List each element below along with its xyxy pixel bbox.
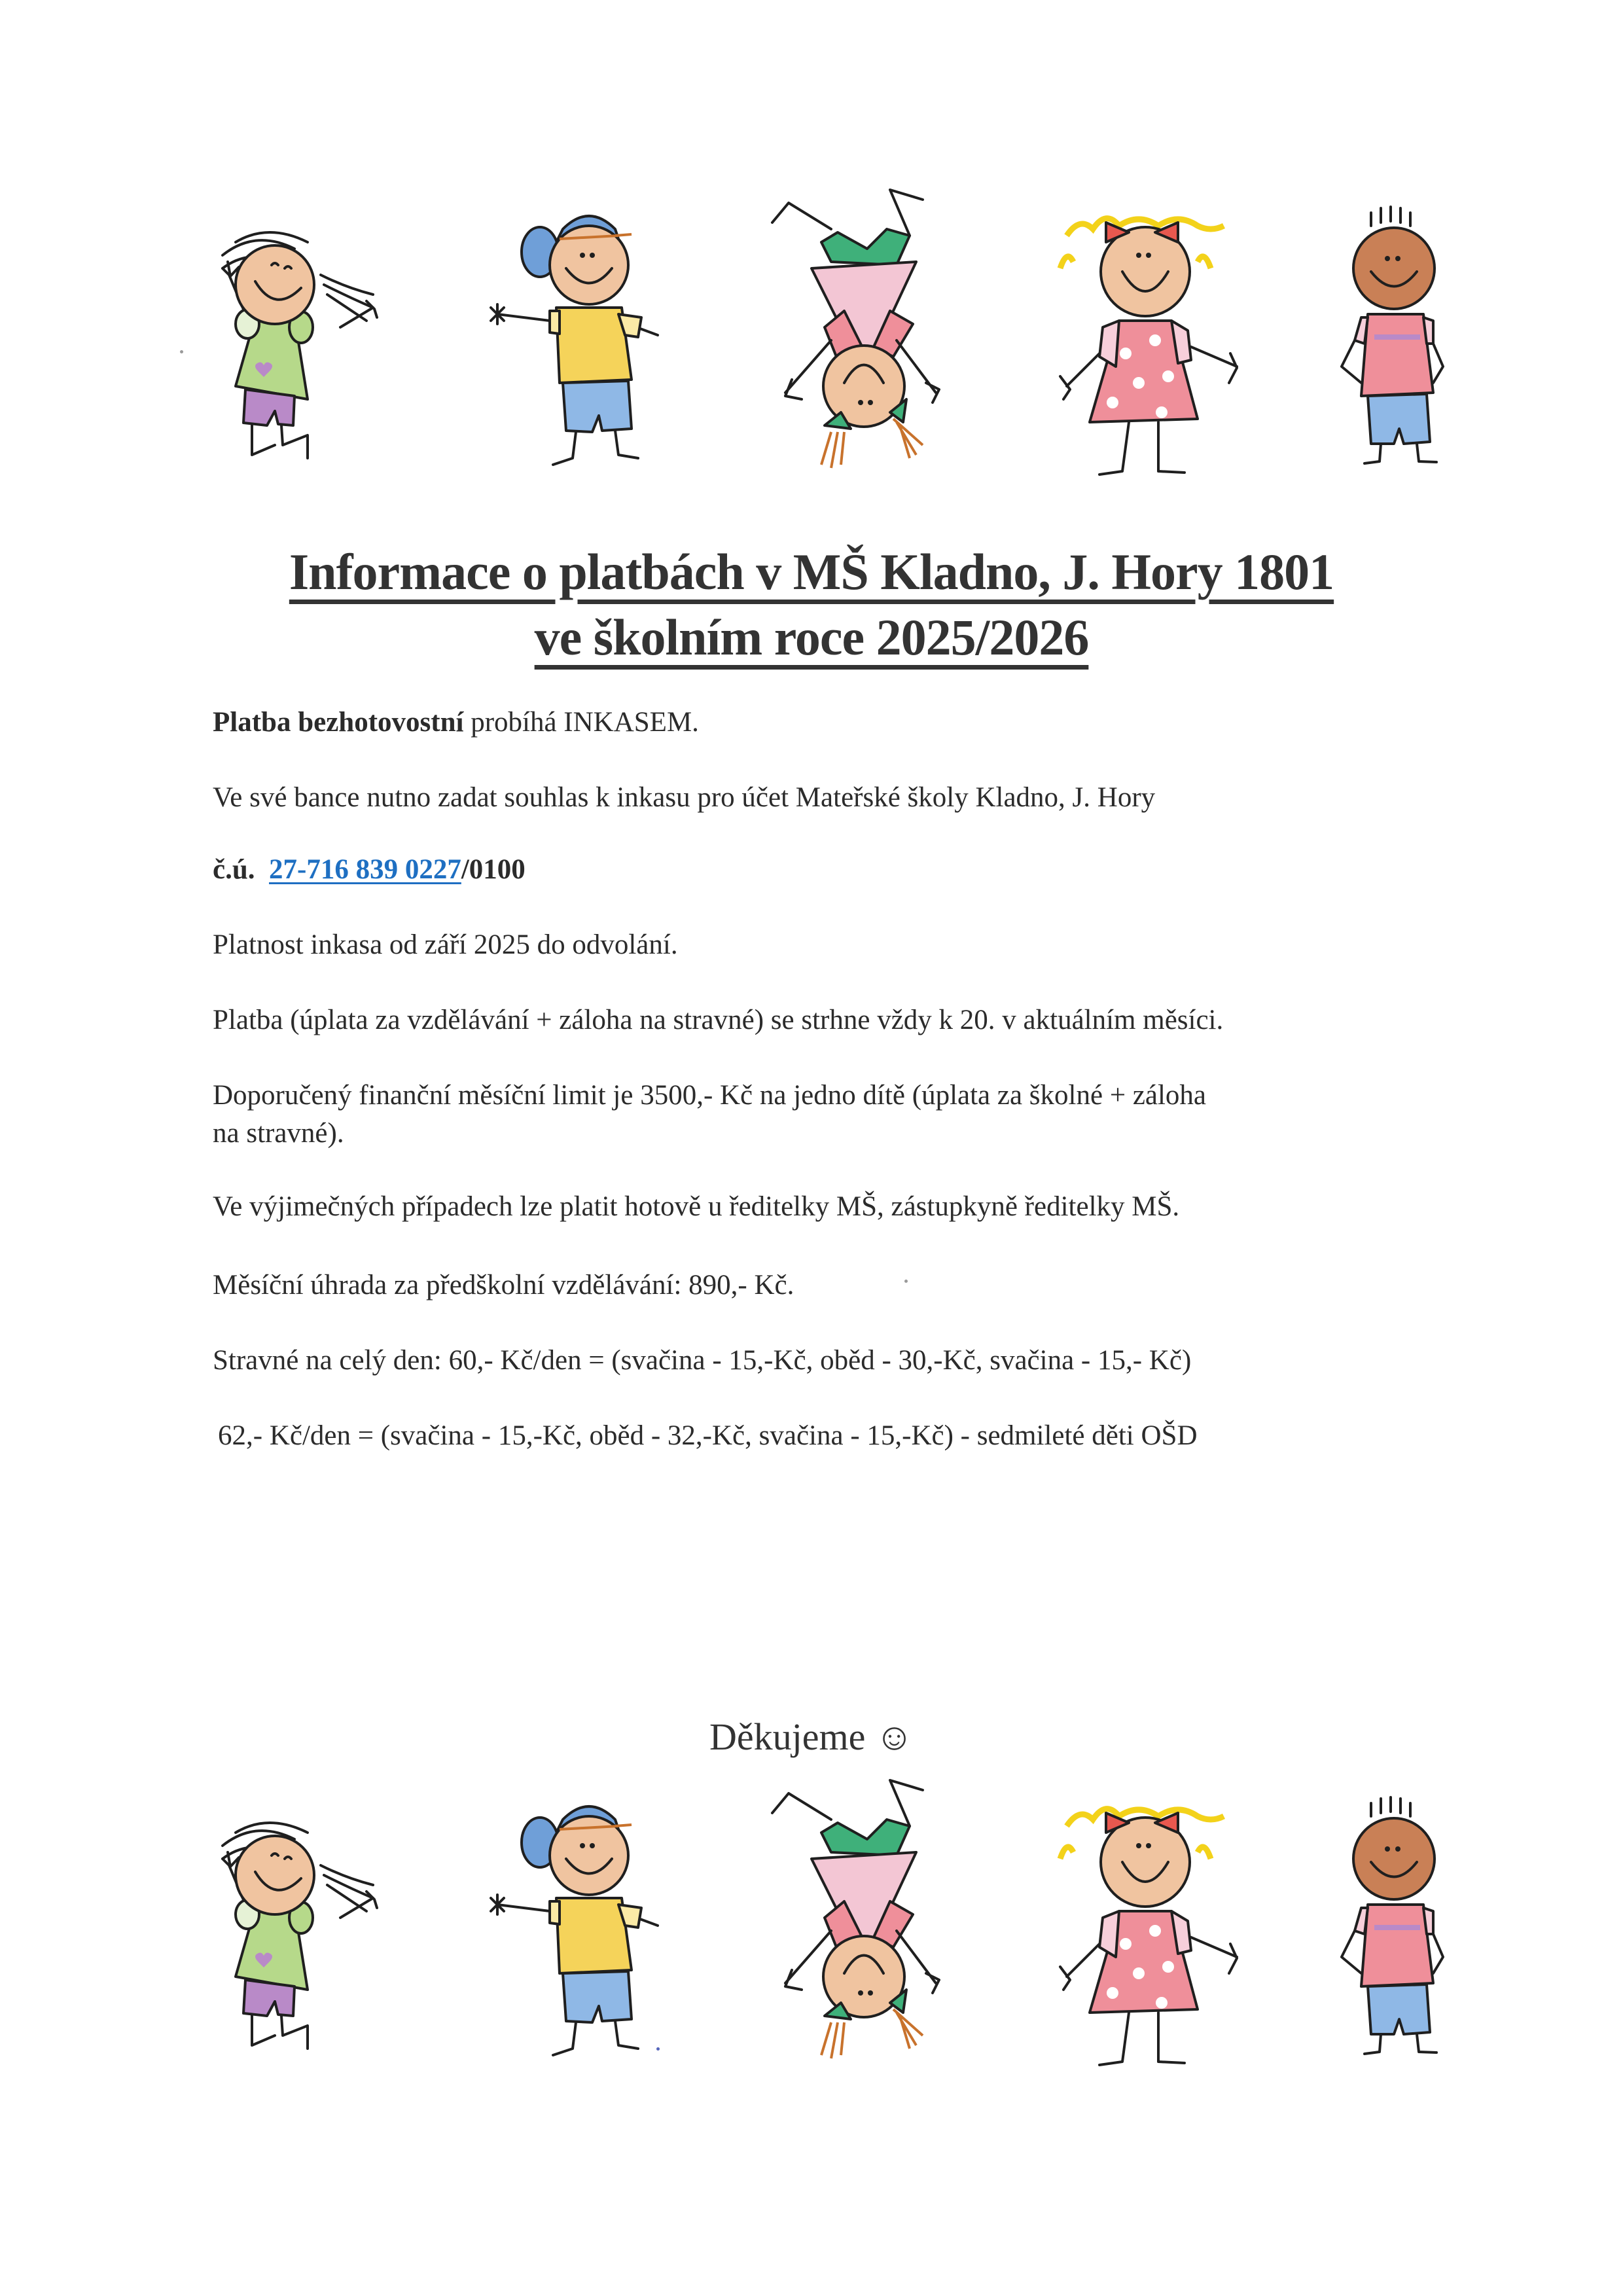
account-number-paragraph (213, 851, 1423, 889)
kid-polka-dot-girl-illustration (1041, 196, 1250, 471)
payment-method-paragraph (213, 704, 1423, 742)
meal-fee-paragraph: Stravné na celý den: 60,- Kč/den = (svačina - 15,-Kč, oběd - 30,-Kč, svačina - 15,- Kč) (213, 1345, 1192, 1376)
recommended-limit-line-1: Doporučený finanční měsíční limit je 3500,- Kč na jedno dítě (úplata za školné + záloha (213, 1080, 1207, 1111)
payment-method-bold: Platba bezhotovostní (213, 707, 464, 738)
kid-waving-girl-illustration (209, 1793, 393, 2049)
cash-payment-paragraph: Ve výjimečných případech lze platit hotově u ředitelky MŠ, zástupkyně ředitelky MŠ. (213, 1191, 1180, 1222)
meal-fee-seven-year-olds-paragraph: 62,- Kč/den = (svačina - 15,-Kč, oběd - 32,-Kč, svačina - 15,-Kč) - sedmileté děti OŠD (218, 1420, 1198, 1451)
kid-polka-dot-girl-illustration (1041, 1787, 1250, 2062)
kid-cap-boy-illustration (478, 190, 661, 465)
payment-method-rest: probíhá INKASEM. (463, 707, 699, 738)
kid-handstand-girl-illustration (759, 177, 969, 471)
kids-illustration-row-top (0, 177, 1623, 491)
bank-code: /0100 (461, 854, 526, 885)
monthly-fee-paragraph: Měsíční úhrada za předškolní vzdělávání: 890,- Kč. (213, 1270, 794, 1300)
scan-speck (904, 1280, 908, 1283)
recommended-limit-paragraph (213, 1077, 1423, 1153)
kid-dark-skin-boy-illustration (1335, 1793, 1446, 2055)
account-label: č.ú. (213, 854, 255, 885)
thank-you-text (0, 1715, 1623, 1759)
bank-consent-paragraph: Ve své bance nutno zadat souhlas k inkasu pro účet Mateřské školy Kladno, J. Hory (213, 782, 1156, 813)
payment-date-paragraph: Platba (úplata za vzdělávání + záloha na stravné) se strhne vždy k 20. v aktuálním měsíci. (213, 1005, 1224, 1035)
thank-you-label: Děkujeme (709, 1715, 866, 1758)
kid-waving-girl-illustration (209, 203, 393, 458)
kid-handstand-girl-illustration (759, 1767, 969, 2062)
recommended-limit-line-2: na stravné). (213, 1118, 344, 1149)
page-title-line-2: ve školním roce 2025/2026 (534, 609, 1089, 666)
kid-cap-boy-illustration (478, 1780, 661, 2055)
validity-paragraph: Platnost inkasa od září 2025 do odvolání. (213, 929, 678, 960)
smiley-icon: ☺ (874, 1715, 914, 1758)
kid-dark-skin-boy-illustration (1335, 203, 1446, 465)
scan-speck (180, 350, 183, 353)
kids-illustration-row-bottom (0, 1767, 1623, 2081)
page-title-line-1: Informace o platbách v MŠ Kladno, J. Hory 1801 (289, 543, 1334, 600)
account-number-link[interactable]: 27-716 839 0227 (269, 854, 461, 885)
